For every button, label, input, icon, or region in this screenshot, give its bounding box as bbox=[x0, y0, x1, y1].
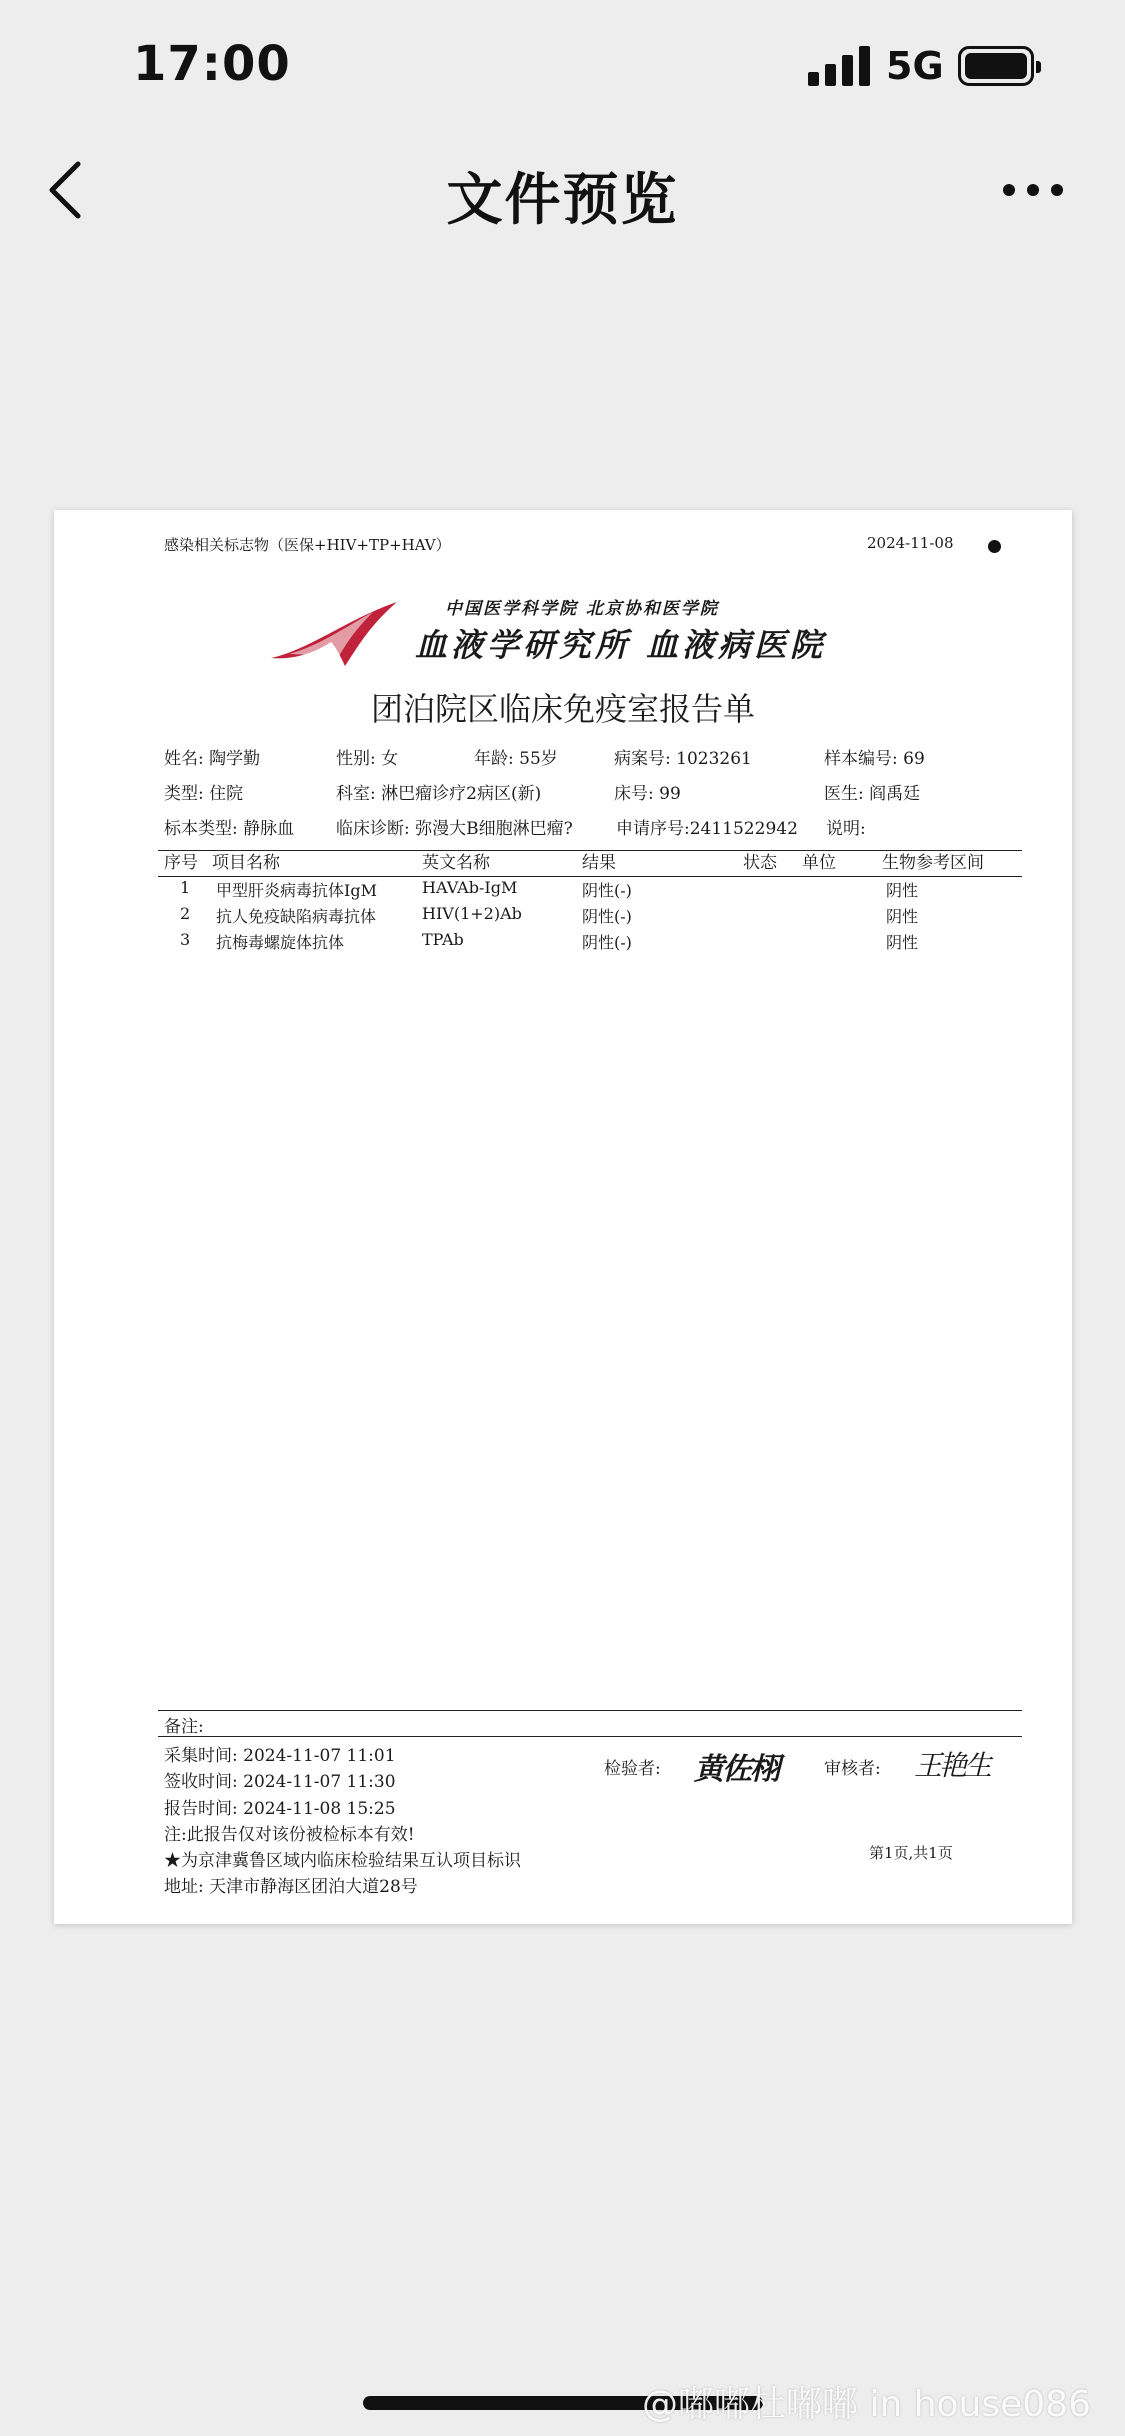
row-result: 阴性(-) bbox=[582, 881, 632, 900]
more-dot-icon bbox=[1003, 184, 1015, 196]
request-number: 申请序号:2411522942 bbox=[616, 819, 798, 839]
validity-note: 注:此报告仅对该份被检标本有效! bbox=[164, 1825, 415, 1845]
inspector-label: 检验者: bbox=[604, 1759, 661, 1779]
patient-sex: 性别: 女 bbox=[336, 749, 399, 769]
dot-mark bbox=[988, 540, 1001, 553]
watermark-text: @嘟嘟杜嘟嘟 in house086 bbox=[642, 2384, 1091, 2425]
col-result: 结果 bbox=[582, 853, 616, 873]
row-ref: 阴性 bbox=[886, 907, 919, 926]
doctor: 医生: 阎禹廷 bbox=[824, 784, 921, 804]
patient-type: 类型: 住院 bbox=[164, 784, 244, 804]
row-item: 抗梅毒螺旋体抗体 bbox=[216, 933, 345, 952]
signal-icon bbox=[808, 46, 870, 86]
row-item: 甲型肝炎病毒抗体IgM bbox=[216, 881, 377, 900]
note-label: 说明: bbox=[826, 819, 866, 839]
more-dot-icon bbox=[1051, 184, 1063, 196]
col-seq: 序号 bbox=[164, 853, 198, 873]
col-item: 项目名称 bbox=[212, 853, 280, 873]
page-title: 文件预览 bbox=[446, 168, 679, 233]
row-result: 阴性(-) bbox=[582, 907, 632, 926]
row-ref: 阴性 bbox=[886, 881, 919, 900]
row-en: HAVAb-IgM bbox=[422, 878, 518, 897]
receive-time: 签收时间: 2024-11-07 11:30 bbox=[164, 1772, 396, 1792]
battery-icon bbox=[958, 46, 1034, 86]
more-button[interactable] bbox=[995, 174, 1071, 204]
specimen-type: 标本类型: 静脉血 bbox=[164, 819, 295, 839]
case-number: 病案号: 1023261 bbox=[614, 749, 752, 769]
reviewer-signature: 王艳生 bbox=[914, 1749, 990, 1782]
collect-time: 采集时间: 2024-11-07 11:01 bbox=[164, 1746, 396, 1766]
row-seq: 3 bbox=[180, 930, 191, 949]
remarks-top-rule bbox=[158, 1710, 1022, 1711]
remarks-label: 备注: bbox=[164, 1717, 204, 1737]
row-en: TPAb bbox=[422, 930, 464, 949]
row-seq: 2 bbox=[180, 904, 191, 923]
report-date: 2024-11-08 bbox=[867, 534, 954, 552]
patient-name: 姓名: 陶学勤 bbox=[164, 749, 261, 769]
logo-line-1: 中国医学科学院 北京协和医学院 bbox=[445, 599, 719, 619]
row-en: HIV(1+2)Ab bbox=[422, 904, 522, 923]
mutual-recognition-note: ★为京津冀鲁区域内临床检验结果互认项目标识 bbox=[164, 1851, 521, 1871]
more-dot-icon bbox=[1027, 184, 1039, 196]
patient-age: 年龄: 55岁 bbox=[474, 749, 558, 769]
clinical-diagnosis: 临床诊断: 弥漫大B细胞淋巴瘤? bbox=[336, 819, 573, 839]
sample-number: 样本编号: 69 bbox=[824, 749, 925, 769]
col-en: 英文名称 bbox=[422, 853, 490, 873]
row-item: 抗人免疫缺陷病毒抗体 bbox=[216, 907, 377, 926]
row-seq: 1 bbox=[180, 878, 191, 897]
row-ref: 阴性 bbox=[886, 933, 919, 952]
hospital-address: 地址: 天津市静海区团泊大道28号 bbox=[164, 1877, 418, 1897]
inspector-signature: 黄佐栩 bbox=[694, 1752, 778, 1787]
bed-number: 床号: 99 bbox=[614, 784, 681, 804]
row-result: 阴性(-) bbox=[582, 933, 632, 952]
network-type: 5G bbox=[886, 44, 944, 88]
report-title: 团泊院区临床免疫室报告单 bbox=[370, 690, 755, 728]
report-time: 报告时间: 2024-11-08 15:25 bbox=[164, 1799, 396, 1819]
hospital-logo bbox=[269, 588, 829, 678]
reviewer-label: 审核者: bbox=[824, 1759, 881, 1779]
status-bar bbox=[0, 0, 1125, 130]
table-header-rule bbox=[158, 876, 1022, 877]
col-unit: 单位 bbox=[802, 853, 836, 873]
remarks-bottom-rule bbox=[158, 1736, 1022, 1737]
department: 科室: 淋巴瘤诊疗2病区(新) bbox=[336, 784, 542, 804]
nav-bar bbox=[0, 130, 1125, 250]
col-status: 状态 bbox=[743, 853, 777, 873]
report-category: 感染相关标志物（医保+HIV+TP+HAV） bbox=[164, 536, 451, 554]
logo-line-2: 血液学研究所 血液病医院 bbox=[415, 626, 827, 664]
col-ref: 生物参考区间 bbox=[882, 853, 984, 873]
document-preview[interactable] bbox=[54, 510, 1072, 1924]
page-info: 第1页,共1页 bbox=[869, 1844, 953, 1862]
status-time: 17:00 bbox=[133, 36, 291, 92]
